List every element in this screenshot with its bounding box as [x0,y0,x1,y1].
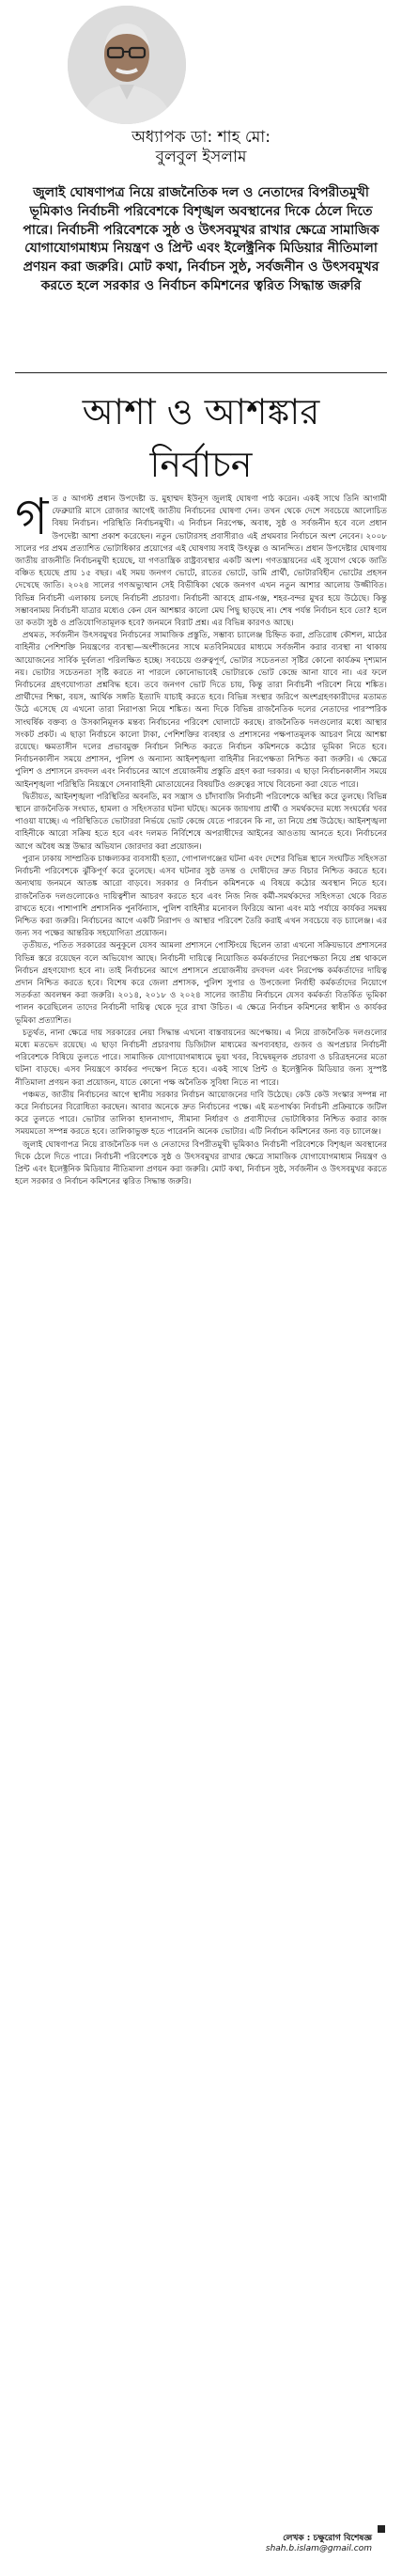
author-photo [68,6,186,124]
drop-cap: গ [15,487,49,546]
author-name: বুলবুল ইসলাম [155,148,247,166]
author-title-name: অধ্যাপক ডা: শাহ মো: [131,128,271,147]
body-paragraph: চতুর্থত, নানা ক্ষেত্রে দায় সরকারের নেয়া সিদ্ধান্ত এখনো বাস্তবায়নের অপেক্ষায়। এ নিয়ে রাজনৈতিক দলগুলোর মধ্যে মতভেদ রয়েছে। এ ছাড়া নির্বাচনী প্রচারণায় ডিজিটাল মাধ্যমের অপব্যবহার, গুজব ও অপপ্রচার নির্বাচনী পরিবেশকে বিষিয়ে তুলতে পারে। সামাজিক যোগাযোগমাধ্যমে ভুয়া খবর, বিদ্বেষমূলক প্রচারণা ও চরিত্রহননের মতো ঘটনা বাড়ছে। এসব নিয়ন্ত্রণে কার্যকর পদক্ষেপ নিতে হবে। একই সাথে প্রিন্ট ও ইলেক্ট্রনিক মিডিয়ার জন্য সুস্পষ্ট নীতিমালা প্রণয়ন করা প্রয়োজন, যাতে কোনো পক্ষ অনৈতিক সুবিধা নিতে না পারে। [15,1028,387,1088]
body-paragraph: পঞ্চমত, জাতীয় নির্বাচনের আগে স্থানীয় সরকার নির্বাচন আয়োজনের দাবি উঠেছে। কেউ কেউ সংস্কার সম্পন্ন না করে নির্বাচনের বিরোধিতা করছেন। আবার অনেকে দ্রুত নির্বাচনের পক্ষে। এই মতপার্থক্য নির্বাচনী প্রক্রিয়াকে জটিল করে তুলতে পারে। ভোটার তালিকা হালনাগাদ, সীমানা নির্ধারণ ও প্রবাসীদের ভোটাধিকার নিশ্চিত করার কাজ সময়মতো সম্পন্ন করতে হবে। তালিকাভুক্ত হতে পারেননি অনেক ভোটার। এটি নির্বাচন কমিশনের জন্য বড় চ্যালেঞ্জ। [15,1090,387,1138]
author-portrait-image [68,6,186,124]
end-mark-icon [378,2525,385,2533]
article-body [15,487,387,1188]
headline-line-2: নির্বাচন [149,444,253,485]
article-summary: জুলাই ঘোষণাপত্র নিয়ে রাজনৈতিক দল ও নেতাদের বিপরীতমুখী ভূমিকাও নির্বাচনী পরিবেশকে বিশৃঙ্খল অবস্থানের দিকে ঠেলে দিতে পারে। নির্বাচনী পরিবেশকে সুষ্ঠ ও উৎসবমুখর রাখার ক্ষেত্রে সামাজিক যোগাযোগমাধ্যম নিয়ন্ত্রণ ও প্রিন্ট এবং ইলেক্ট্রনিক মিডিয়ার নীতিমালা প্রণয়ন করা জরুরি। মোট কথা, নির্বাচন সুষ্ঠ, সর্বজনীন ও উৎসবমুখর করতে হলে সরকার ও নির্বাচন কমিশনের ত্বরিত সিদ্ধান্ত জরুরি [23,185,379,293]
author-credit: লেখক : চক্ষুরোগ বিশেষজ্ঞ [283,2534,372,2543]
body-paragraph: ত ৫ আগস্ট প্রধান উপদেষ্টা ড. মুহাম্মদ ইউনূস জুলাই ঘোষণা পাঠ করেন। একই সাথে তিনি আগামী ফেব্রুয়ারি মাসে রোজার আগেই জাতীয় নির্বাচনের ঘোষণা দেন। তখন থেকে দেশে সবচেয়ে আলোচিত বিষয় নির্বাচন। পরিস্থিতি নির্বাচনমুখী। এ নির্বাচন নিরপেক্ষ, অবাধ, সুষ্ঠ ও সর্বজনীন হবে বলে প্রধান উপদেষ্টা আশা প্রকাশ করেছেন। নতুন ভোটারসহ প্রবাসীরাও এই প্রথমবার নির্বাচনে অংশ নেবেন। ২০০৮ সালের পর প্রথম প্রত্যাশিত ভোটাধিকার প্রয়োগের এই ঘোষণায় সবাই উৎফুল্ল ও আনন্দিত। প্রধান উপদেষ্টার ঘোষণায় জাতীয় রাজনীতি নির্বাচনমুখী হয়েছে, যা গণতান্ত্রিক রাষ্ট্রব্যবস্থার একটি অংশ। গণতন্ত্রায়নের এই সুযোগ থেকে জাতি বঞ্চিত হয়েছে প্রায় ১৫ বছর। এই সময় জনগণ ভোটে, রাতের ভোটে, ডামি প্রার্থী, ভোটারবিহীন ভোটের প্রহসন দেখেছে জাতি। ২০২৪ সালের গণঅভ্যুত্থান সেই বিভীষিকা থেকে জনগণ এখন নতুন আশার আলোয় উজ্জীবিত। বিভিন্ন নির্বাচনী এলাকায় চলছে নির্বাচনী প্রচারণা। নির্বাচনী আবহে গ্রাম-গঞ্জ, শহর-বন্দর মুখর হয়ে উঠেছে। কিন্তু সম্ভাবনাময় নির্বাচনী যাত্রার মধ্যেও কেন যেন আশঙ্কার কালো মেঘ পিছু ছাড়ছে না। শেষ পর্যন্ত নির্বাচন হবে তো? হলে তা কতটা সুষ্ঠ ও প্রতিযোগিতামূলক হবে? জনমনে বিরাট প্রশ্ন। এর বিভিন্ন কারণও আছে। [15,495,387,629]
author-email: shah.b.islam@gmail.com [265,2544,372,2553]
body-paragraph: তৃতীয়ত, পতিত সরকারের অনুকূলে যেসব আমলা প্রশাসনে পোস্টিংয়ে ছিলেন তারা এখনো সক্রিয়ভাবে প্রশাসনের বিভিন্ন স্তরে রয়েছেন বলে অভিযোগ আছে। নির্বাচনী দায়িত্বে নিয়োজিত কর্মকর্তাদের নিরপেক্ষতা নিয়ে প্রশ্ন থাকলে নির্বাচন গ্রহণযোগ্য হবে না। তাই নির্বাচনের আগে প্রশাসনে প্রয়োজনীয় রদবদল এবং নিরপেক্ষ কর্মকর্তাদের দায়িত্ব প্রদান নিশ্চিত করতে হবে। বিশেষ করে জেলা প্রশাসক, পুলিশ সুপার ও উপজেলা নির্বাহী কর্মকর্তাদের নিয়োগে সতর্কতা অবলম্বন করা জরুরি। ২০১৪, ২০১৮ ও ২০২৪ সালের জাতীয় নির্বাচনে যেসব কর্মকর্তা বিতর্কিত ভূমিকা পালন করেছিলেন তাদের নির্বাচনী দায়িত্ব থেকে দূরে রাখা উচিত। এ ক্ষেত্রে নির্বাচন কমিশনের স্বাধীন ও কার্যকর ভূমিকা প্রত্যাশিত। [15,941,387,1026]
body-paragraph: দ্বিতীয়ত, আইনশৃঙ্খলা পরিস্থিতির অবনতি, মব সন্ত্রাস ও চাঁদাবাজি নির্বাচনী পরিবেশকে অস্থির করে তুলছে। বিভিন্ন স্থানে রাজনৈতিক সংঘাত, হামলা ও সহিংসতার ঘটনা ঘটছে। অনেক জায়গায় প্রার্থী ও সমর্থকদের মধ্যে সংঘর্ষের খবর পাওয়া যাচ্ছে। এ পরিস্থিতিতে ভোটাররা নির্ভয়ে ভোট কেন্দ্রে যেতে পারবেন কি না, তা নিয়ে প্রশ্ন উঠেছে। আইনশৃঙ্খলা বাহিনীকে আরো সক্রিয় হতে হবে এবং দলমত নির্বিশেষে অপরাধীদের আইনের আওতায় আনতে হবে। নির্বাচনের আগে অবৈধ অস্ত্র উদ্ধার অভিযান জোরদার করা প্রয়োজন। [15,792,387,852]
headline-line-1: আশা ও আশঙ্কার [82,391,320,432]
article-footer [15,2534,387,2567]
body-paragraph: প্রথমত, সর্বজনীন উৎসবমুখর নির্বাচনের সামাজিক প্রস্তুতি, সম্ভাব্য চ্যালেঞ্জ চিহ্নিত করা, প্রতিরোধ কৌশল, মাঠের বাহিনীর পেশিশক্তি নিয়ন্ত্রণের ব্যবস্থা—অংশীজনের সাথে মতবিনিময়ের মাধ্যমে সর্বজনীন করার ব্যবস্থা না থাকায় আয়োজনের সার্বিক দুর্বলতা পরিলক্ষিত হচ্ছে। সবচেয়ে গুরুত্বপূর্ণ, ভোটার সচেতনতা সৃষ্টির কোনো কার্যক্রম দৃশ্যমান নয়। ভোটার সচেতনতা সৃষ্টি করতে না পারলে কোনোভাবেই ভোটারকে ভোট কেন্দ্রে আনা যাবে না। এর ফলে নির্বাচনের গ্রহণযোগ্যতা প্রশ্নবিদ্ধ হবে। তবে জনগণ ভোট দিতে চায়, কিন্তু তারা নির্বাচনী পরিবেশ নিয়ে শঙ্কিত। প্রার্থীদের শিক্ষা, বয়স, আর্থিক সঙ্গতি ইত্যাদি যাচাই করতে হবে। বিভিন্ন সংস্থার জরিপে অংশগ্রহণকারীদের মতামত উঠে এসেছে যে এখনো তারা নিরাপত্তা নিয়ে শঙ্কিত। অন্য দিকে বিভিন্ন রাজনৈতিক দলের নেতাদের পারস্পরিক সাংঘর্ষিক বক্তব্য ও উসকানিমূলক মন্তব্য নির্বাচনের পরিবেশ ঘোলাটে করছে। রাজনৈতিক দলগুলোর মধ্যে আস্থার সংকট প্রকট। এ ছাড়া নির্বাচনে কালো টাকা, পেশিশক্তির ব্যবহার ও প্রশাসনের পক্ষপাতমূলক আচরণ নিয়ে আশঙ্কা রয়েছে। ক্ষমতাসীন দলের প্রভাবমুক্ত নির্বাচন নিশ্চিত করতে নির্বাচন কমিশনকে কঠোর ভূমিকা নিতে হবে। নির্বাচনকালীন সময়ে প্রশাসন, পুলিশ ও অন্যান্য আইনশৃঙ্খলা বাহিনীর নিরপেক্ষতা নিশ্চিত করা জরুরি। এ ক্ষেত্রে পুলিশ ও প্রশাসনে রদবদল এবং নির্বাচনের আগে প্রয়োজনীয় প্রস্তুতি গ্রহণ করা দরকার। এ ছাড়া নির্বাচনকালীন সময়ে আইনশৃঙ্খলা পরিস্থিতি নিয়ন্ত্রণে সেনাবাহিনী মোতায়েনের বিষয়টিও গুরুত্বের সাথে বিবেচনা করা যেতে পারে। [15,631,387,790]
body-paragraph: পুরান ঢাকায় সাম্প্রতিক চাঞ্চল্যকর ব্যবসায়ী হত্যা, গোপালগঞ্জের ঘটনা এবং দেশের বিভিন্ন স্থানে সংঘটিত সহিংসতা নির্বাচনী পরিবেশকে ঝুঁকিপূর্ণ করে তুলেছে। এসব ঘটনার সুষ্ঠ তদন্ত ও দোষীদের দ্রুত বিচার নিশ্চিত করতে হবে। অন্যথায় জনমনে আতঙ্ক আরো বাড়বে। সরকার ও নির্বাচন কমিশনকে এ বিষয়ে কঠোর অবস্থান নিতে হবে। রাজনৈতিক দলগুলোকেও দায়িত্বশীল আচরণ করতে হবে এবং নিজ নিজ কর্মী-সমর্থকদের সহিংসতা থেকে বিরত রাখতে হবে। পাশাপাশি প্রশাসনিক পুনর্বিন্যাস, পুলিশ বাহিনীর মনোবল ফিরিয়ে আনা এবং মাঠ পর্যায়ে কার্যকর সমন্বয় নিশ্চিত করা জরুরি। নির্বাচনের আগে একটি নিরাপদ ও আস্থার পরিবেশ তৈরি করাই এখন সবচেয়ে বড় চ্যালেঞ্জ। এর জন্য সব পক্ষের আন্তরিক সহযোগিতা প্রয়োজন। [15,854,387,939]
author-byline [13,128,389,167]
body-paragraph: জুলাই ঘোষণাপত্র নিয়ে রাজনৈতিক দল ও নেতাদের বিপরীতমুখী ভূমিকাও নির্বাচনী পরিবেশকে বিশৃঙ্খল অবস্থানের দিকে ঠেলে দিতে পারে। নির্বাচনী পরিবেশকে সুষ্ঠ ও উৎসবমুখর রাখার ক্ষেত্রে সামাজিক যোগাযোগমাধ্যম নিয়ন্ত্রণ ও প্রিন্ট এবং ইলেক্ট্রনিক মিডিয়ার নীতিমালা প্রণয়ন করা জরুরি। মোট কথা, নির্বাচন সুষ্ঠ, সর্বজনীন ও উৎসবমুখর করতে হলে সরকার ও নির্বাচন কমিশনের ত্বরিত সিদ্ধান্ত জরুরি। [15,1139,387,1187]
article-headline [13,385,389,491]
section-divider [15,372,387,373]
